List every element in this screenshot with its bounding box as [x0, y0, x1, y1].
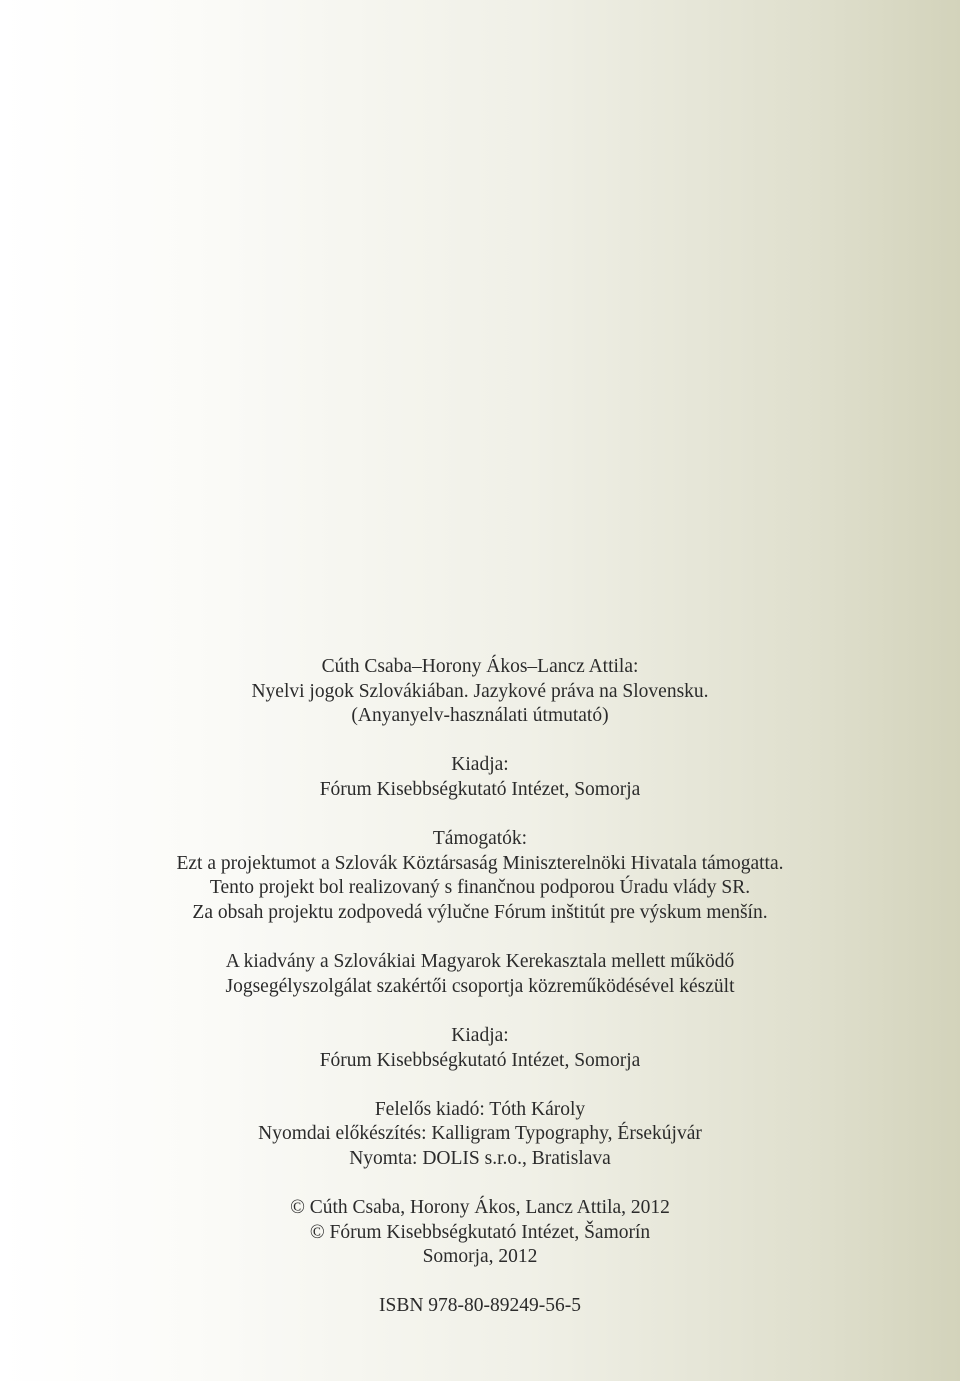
copyright-block	[0, 1196, 960, 1270]
isbn: ISBN 978-80-89249-56-5	[378, 1295, 582, 1317]
copyright-institute: © Fórum Kisebbségkutató Intézet, Šamorín	[309, 1221, 651, 1243]
authors-line: Cúth Csaba–Horony Ákos–Lancz Attila:	[321, 656, 639, 677]
colophon	[0, 655, 960, 1319]
support-line-sk-1: Tento projekt bol realizovaný s finančnou podporou Úradu vlády SR.	[209, 877, 751, 899]
book-subtitle: (Anyanyelv-használati útmutató)	[351, 705, 609, 727]
publisher-name: Fórum Kisebbségkutató Intézet, Somorja	[319, 778, 641, 800]
support-line-hu: Ezt a projektumot a Szlovák Köztársaság Miniszterelnöki Hivatala támogatta.	[176, 852, 784, 874]
isbn-block	[0, 1294, 960, 1319]
support-label: Támogatók:	[432, 828, 528, 850]
contribution-line-2: Jogsegélyszolgálat szakértői csoportja közreműködésével készült	[225, 975, 735, 997]
prepress-credit: Nyomdai előkészítés: Kalligram Typography, Érsekújvár	[258, 1123, 702, 1145]
publisher-label-second: Kiadja:	[451, 1024, 509, 1046]
title-block	[0, 655, 960, 729]
printer-credit: Nyomta: DOLIS s.r.o., Bratislava	[349, 1147, 611, 1169]
place-year: Somorja, 2012	[422, 1246, 538, 1268]
publisher-name-second: Fórum Kisebbségkutató Intézet, Somorja	[319, 1049, 641, 1071]
contribution-line-1: A kiadvány a Szlovákiai Magyarok Kerekasztala mellett működő	[225, 951, 735, 973]
publisher-block-second	[0, 1024, 960, 1073]
contribution-block	[0, 950, 960, 999]
support-block	[0, 827, 960, 925]
copyright-authors: © Cúth Csaba, Horony Ákos, Lancz Attila, 2012	[290, 1197, 670, 1219]
publisher-block-first	[0, 753, 960, 802]
publisher-label: Kiadja:	[451, 754, 509, 776]
responsible-publisher: Felelős kiadó: Tóth Károly	[374, 1098, 586, 1120]
book-title: Nyelvi jogok Szlovákiában. Jazykové práva na Slovensku.	[251, 680, 709, 702]
production-block	[0, 1098, 960, 1172]
support-line-sk-2: Za obsah projektu zodpovedá výlučne Fórum inštitút pre výskum menšín.	[192, 901, 768, 923]
